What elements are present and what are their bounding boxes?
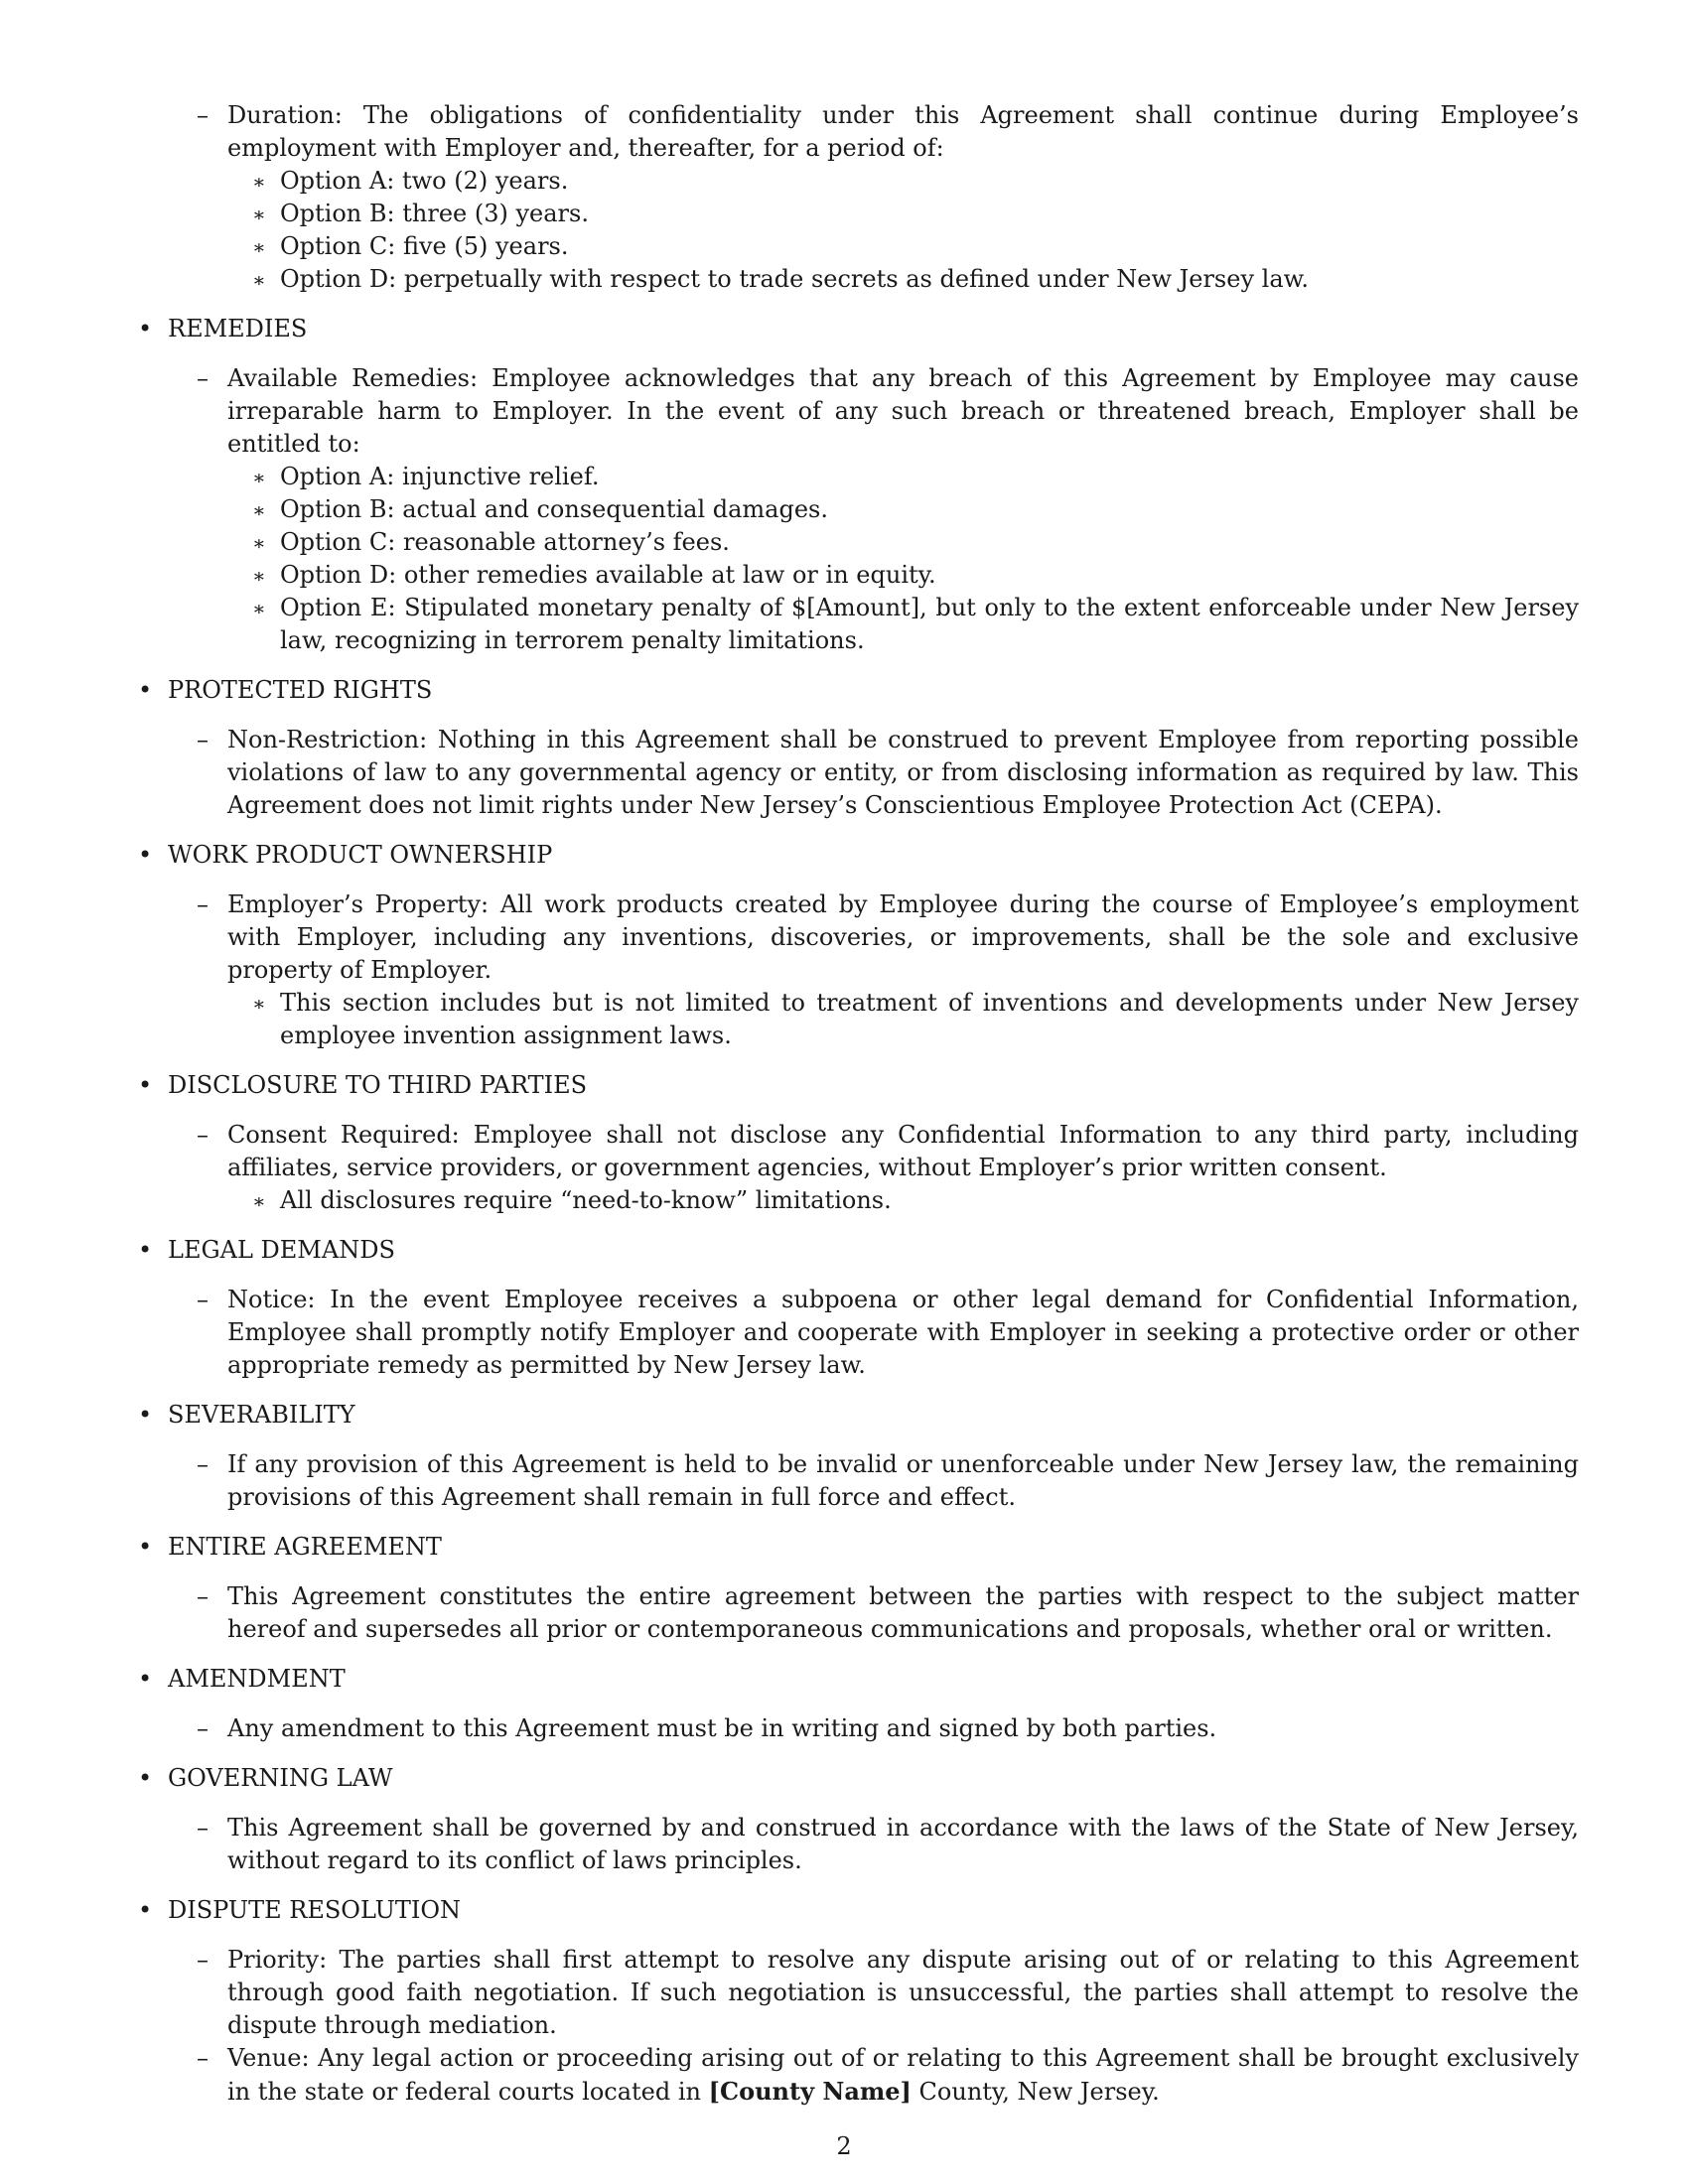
dash-marker: – (197, 1286, 209, 1313)
remedies-option (252, 493, 1579, 526)
section-heading-remedies (138, 313, 1579, 345)
dash-marker: – (197, 1814, 209, 1842)
bullet-marker: • (138, 1401, 153, 1429)
bullet-marker: • (138, 676, 153, 704)
legal-demands-text: Notice: In the event Employee receives a subpoena or other legal demand for Confidential Information, Employee shall promptly notify Employer and cooperate with Employer in seeking a protective order or other appropriate remedy as permitted by New Jersey law. (227, 1286, 1579, 1379)
section-heading-text: DISCLOSURE TO THIRD PARTIES (168, 1071, 588, 1099)
section-heading-text: DISPUTE RESOLUTION (168, 1896, 461, 1924)
section-heading-disclosure (138, 1069, 1579, 1102)
bullet-marker: • (138, 1896, 153, 1924)
document-body (129, 99, 1579, 2109)
remedies-option (252, 559, 1579, 592)
entire-agreement-text: This Agreement constitutes the entire agreement between the parties with respect to the subject matter hereof and supersedes all prior or contemporaneous communications and proposals, whether oral or written. (227, 1582, 1579, 1643)
work-product-clause (197, 888, 1579, 987)
governing-law-text: This Agreement shall be governed by and construed in accordance with the laws of the State of New Jersey, without regard to its conflict of laws principles. (227, 1814, 1579, 1874)
remedies-option (252, 526, 1579, 559)
star-marker: ∗ (252, 235, 266, 259)
dash-marker: – (197, 364, 209, 392)
section-heading-dispute-resolution (138, 1894, 1579, 1927)
section-heading-text: SEVERABILITY (168, 1401, 355, 1429)
section-heading-entire-agreement (138, 1531, 1579, 1564)
bullet-marker: • (138, 1764, 153, 1792)
bullet-marker: • (138, 1071, 153, 1099)
section-heading-severability (138, 1399, 1579, 1432)
section-heading-legal-demands (138, 1234, 1579, 1267)
duration-option-text: Option B: three (3) years. (280, 200, 589, 227)
dispute-venue-text-end: County, New Jersey. (918, 2078, 1160, 2106)
dash-marker: – (197, 890, 209, 918)
duration-option (252, 198, 1579, 230)
work-product-note (252, 987, 1579, 1052)
dash-marker: – (197, 1450, 209, 1478)
remedies-option-text: Option D: other remedies available at law or in equity. (280, 561, 936, 589)
section-heading-governing-law (138, 1762, 1579, 1795)
dash-marker: – (197, 1714, 209, 1742)
disclosure-note-text: All disclosures require “need-to-know” limitations. (280, 1186, 892, 1214)
remedies-clause (197, 362, 1579, 461)
bullet-marker: • (138, 1533, 153, 1561)
county-name-placeholder: [County Name] (708, 2077, 912, 2106)
section-heading-text: LEGAL DEMANDS (168, 1236, 395, 1264)
section-heading-protected-rights (138, 674, 1579, 707)
protected-rights-clause (197, 724, 1579, 822)
dispute-priority-clause (197, 1944, 1579, 2042)
section-heading-text: WORK PRODUCT OWNERSHIP (168, 841, 553, 869)
duration-text: Duration: The obligations of confidentiality under this Agreement shall continue during Employee’s employment with Employer and, thereafter, for a period of: (227, 101, 1579, 162)
section-heading-text: REMEDIES (168, 315, 308, 342)
dash-marker: – (197, 726, 209, 753)
page-number: 2 (836, 2132, 852, 2160)
section-heading-work-product (138, 839, 1579, 872)
dash-marker: – (197, 1582, 209, 1610)
dash-marker: – (197, 2044, 209, 2072)
section-heading-text: AMENDMENT (168, 1665, 346, 1693)
dash-marker: – (197, 1946, 209, 1974)
remedies-text: Available Remedies: Employee acknowledges that any breach of this Agreement by Employee may cause irreparable harm to Employer. In the event of any such breach or threatened breach, Employer shall be entitled to: (227, 364, 1579, 458)
star-marker: ∗ (252, 466, 266, 489)
dash-marker: – (197, 1121, 209, 1149)
dispute-venue-text: Venue: Any legal action or proceeding arising out of or relating to this Agreement shall be brought exclusively in the state or federal courts located in (227, 2044, 1579, 2106)
duration-option (252, 230, 1579, 263)
remedies-option-text: Option A: injunctive relief. (280, 463, 600, 490)
work-product-text: Employer’s Property: All work products created by Employee during the course of Employee’s employment with Employer, including any inventions, discoveries, or improvements, shall be the sole and exclusive property of Employer. (227, 890, 1579, 984)
star-marker: ∗ (252, 1189, 266, 1213)
remedies-option-text: Option E: Stipulated monetary penalty of $[Amount], but only to the extent enforceable under New Jersey law, recognizing in terrorem penalty limitations. (280, 594, 1579, 654)
star-marker: ∗ (252, 498, 266, 522)
star-marker: ∗ (252, 268, 266, 292)
section-heading-text: PROTECTED RIGHTS (168, 676, 433, 704)
entire-agreement-clause (197, 1580, 1579, 1646)
bullet-marker: • (138, 841, 153, 869)
bullet-marker: • (138, 1236, 153, 1264)
remedies-option (252, 461, 1579, 493)
star-marker: ∗ (252, 170, 266, 194)
severability-clause (197, 1448, 1579, 1514)
protected-rights-text: Non-Restriction: Nothing in this Agreement shall be construed to prevent Employee from reporting possible violations of law to any governmental agency or entity, or from disclosing information as required by law. This Agreement does not limit rights under New Jersey’s Conscientious Employee Protection Act (CEPA). (227, 726, 1579, 819)
work-product-note-text: This section includes but is not limited to treatment of inventions and developments under New Jersey employee invention assignment laws. (280, 989, 1579, 1049)
amendment-text: Any amendment to this Agreement must be in writing and signed by both parties. (227, 1714, 1217, 1742)
severability-text: If any provision of this Agreement is held to be invalid or unenforceable under New Jersey law, the remaining provisions of this Agreement shall remain in full force and effect. (227, 1450, 1579, 1511)
star-marker: ∗ (252, 597, 266, 620)
star-marker: ∗ (252, 564, 266, 588)
duration-option-text: Option D: perpetually with respect to trade secrets as defined under New Jersey law. (280, 265, 1309, 293)
amendment-clause (197, 1712, 1579, 1745)
star-marker: ∗ (252, 203, 266, 226)
section-heading-text: GOVERNING LAW (168, 1764, 393, 1792)
duration-option-text: Option C: five (5) years. (280, 232, 569, 260)
remedies-option-text: Option C: reasonable attorney’s fees. (280, 528, 730, 556)
remedies-option (252, 592, 1579, 657)
disclosure-clause (197, 1119, 1579, 1184)
section-heading-text: ENTIRE AGREEMENT (168, 1533, 442, 1561)
section-heading-amendment (138, 1663, 1579, 1696)
legal-demands-clause (197, 1284, 1579, 1382)
dash-marker: – (197, 101, 209, 129)
duration-option (252, 263, 1579, 296)
remedies-option-text: Option B: actual and consequential damages. (280, 495, 828, 523)
disclosure-note (252, 1184, 1579, 1217)
duration-option-text: Option A: two (2) years. (280, 167, 569, 195)
duration-clause (197, 99, 1579, 165)
governing-law-clause (197, 1812, 1579, 1877)
star-marker: ∗ (252, 531, 266, 555)
dispute-priority-text: Priority: The parties shall first attempt to resolve any dispute arising out of or relating to this Agreement through good faith negotiation. If such negotiation is unsuccessful, the parties shall attempt to resolve the dispute through mediation. (227, 1946, 1579, 2039)
bullet-marker: • (138, 315, 153, 342)
dispute-venue-clause (197, 2042, 1579, 2109)
duration-option (252, 165, 1579, 198)
disclosure-text: Consent Required: Employee shall not disclose any Confidential Information to any third party, including affiliates, service providers, or government agencies, without Employer’s prior written consent. (227, 1121, 1579, 1181)
bullet-marker: • (138, 1665, 153, 1693)
star-marker: ∗ (252, 992, 266, 1016)
